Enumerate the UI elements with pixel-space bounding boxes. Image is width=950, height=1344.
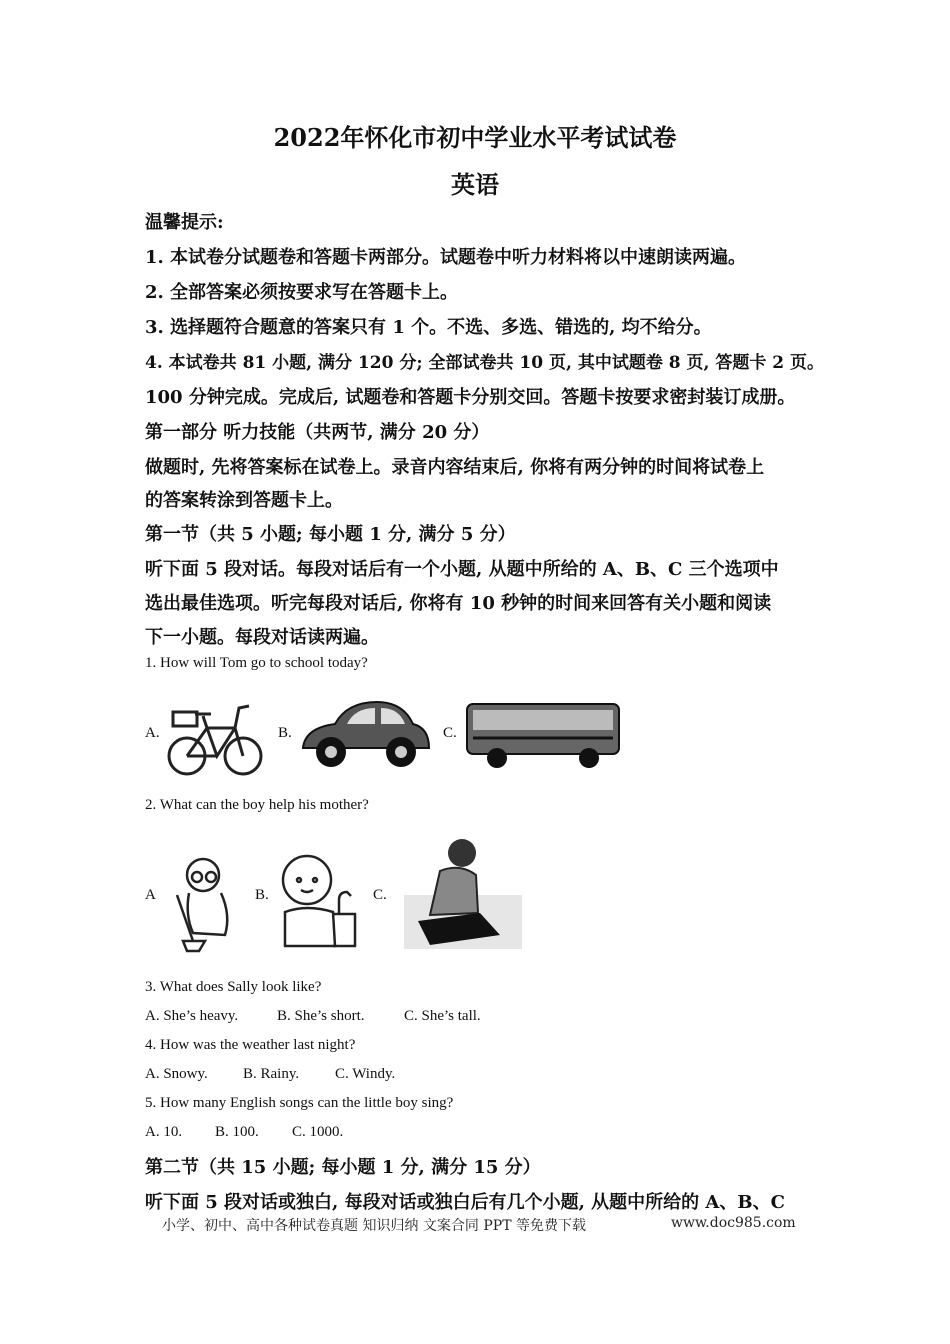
- option-c-label: C.: [443, 725, 457, 741]
- option-a: A. Snowy.: [145, 1066, 208, 1082]
- option-a-label: A.: [145, 725, 160, 741]
- section2-instruction: 听下面 5 段对话或独白, 每段对话或独白后有几个小题, 从题中所给的 A、B、C: [145, 1192, 785, 1213]
- cleaning-floor-picture: [400, 835, 525, 955]
- washing-picture: [275, 850, 361, 950]
- section2-heading: 第二节（共 15 小题; 每小题 1 分, 满分 15 分）: [145, 1157, 541, 1178]
- car-picture: [295, 696, 435, 774]
- option-b: B. She’s short.: [277, 1008, 365, 1024]
- option-b-label: B.: [255, 887, 269, 903]
- tip-line: 2. 全部答案必须按要求写在答题卡上。: [145, 282, 459, 303]
- footer-text: 小学、初中、高中各种试卷真题 知识归纳 文案合同 PPT 等免费下载: [162, 1218, 586, 1234]
- part1-instruction: 做题时, 先将答案标在试卷上。录音内容结束后, 你将有两分钟的时间将试卷上: [145, 457, 765, 478]
- tip-line: 3. 选择题符合题意的答案只有 1 个。不选、多选、错选的, 均不给分。: [145, 317, 712, 338]
- question-2: 2. What can the boy help his mother?: [145, 797, 369, 813]
- option-c-label: C.: [373, 887, 387, 903]
- bus-picture: [463, 700, 623, 772]
- tips-heading: 温馨提示:: [145, 212, 224, 233]
- question-1: 1. How will Tom go to school today?: [145, 655, 368, 671]
- part1-heading: 第一部分 听力技能（共两节, 满分 20 分）: [145, 422, 490, 443]
- section1-instruction: 选出最佳选项。听完每段对话后, 你将有 10 秒钟的时间来回答有关小题和阅读: [145, 593, 772, 614]
- question-4: 4. How was the weather last night?: [145, 1037, 356, 1053]
- subject-title: 英语: [451, 170, 499, 199]
- option-c: C. Windy.: [335, 1066, 396, 1082]
- option-a-label: A: [145, 887, 156, 903]
- section1-heading: 第一节（共 5 小题; 每小题 1 分, 满分 5 分）: [145, 524, 516, 545]
- option-b-label: B.: [278, 725, 292, 741]
- option-c: C. She’s tall.: [404, 1008, 481, 1024]
- option-b: B. 100.: [215, 1124, 259, 1140]
- footer-url[interactable]: www.doc985.com: [671, 1215, 796, 1231]
- page-title: 2022年怀化市初中学业水平考试试卷: [273, 123, 677, 152]
- tip-line: 1. 本试卷分试题卷和答题卡两部分。试题卷中听力材料将以中速朗读两遍。: [145, 247, 747, 268]
- option-b: B. Rainy.: [243, 1066, 300, 1082]
- part1-instruction: 的答案转涂到答题卡上。: [145, 490, 343, 511]
- tip-line: 100 分钟完成。完成后, 试题卷和答题卡分别交回。答题卡按要求密封装订成册。: [145, 387, 796, 408]
- question-5: 5. How many English songs can the little boy sing?: [145, 1095, 454, 1111]
- tip-line: 4. 本试卷共 81 小题, 满分 120 分; 全部试卷共 10 页, 其中试题卷 8 页, 答题卡 2 页。: [145, 353, 825, 373]
- option-a: A. She’s heavy.: [145, 1008, 239, 1024]
- question-3: 3. What does Sally look like?: [145, 979, 322, 995]
- option-c: C. 1000.: [292, 1124, 344, 1140]
- option-a: A. 10.: [145, 1124, 183, 1140]
- section1-instruction: 听下面 5 段对话。每段对话后有一个小题, 从题中所给的 A、B、C 三个选项中: [145, 559, 779, 580]
- section1-instruction: 下一小题。每段对话读两遍。: [145, 627, 379, 648]
- bicycle-picture: [165, 692, 265, 780]
- sweeping-picture: [165, 855, 237, 955]
